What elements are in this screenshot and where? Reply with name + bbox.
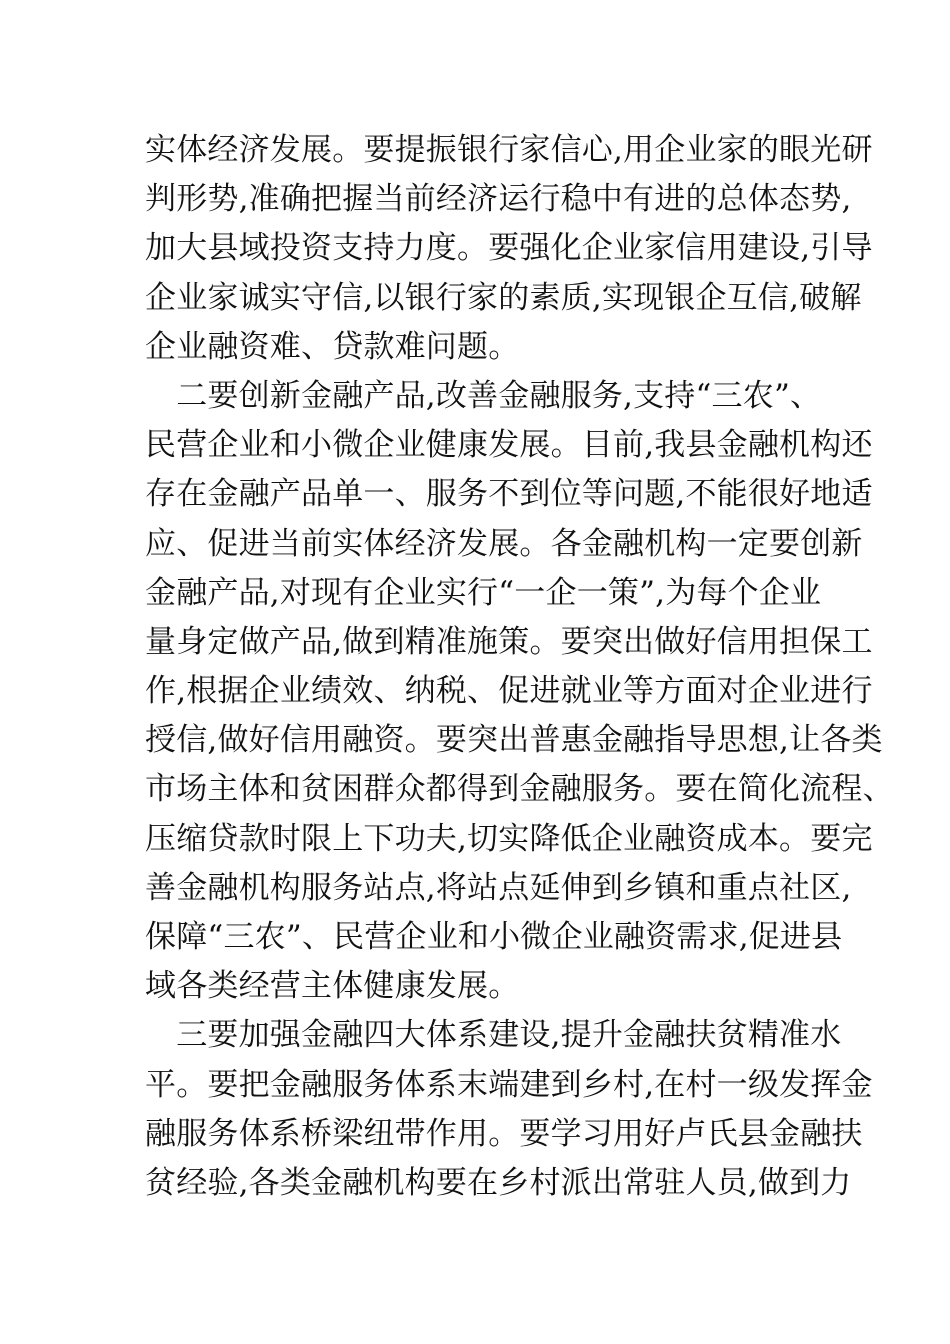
text-line: 融服务体系桥梁纽带作用。要学习用好卢氏县金融扶 (145, 1115, 863, 1152)
text-line: 判形势,准确把握当前经济运行稳中有进的总体态势, (145, 181, 852, 218)
text-line: 贫经验,各类金融机构要在乡村派出常驻人员,做到力 (145, 1164, 852, 1201)
text-line: 善金融机构服务站点,将站点延伸到乡镇和重点社区, (145, 869, 852, 906)
text-line: 加大县域投资支持力度。要强化企业家信用建设,引导 (145, 230, 873, 267)
text-line: 平。要把金融服务体系末端建到乡村,在村一级发挥金 (145, 1066, 873, 1103)
text-line: 金融产品,对现有企业实行“一企一策”,为每个企业 (145, 574, 822, 611)
text-line: 二要创新金融产品,改善金融服务,支持“三农”、 (145, 377, 822, 414)
text-line: 保障“三农”、民营企业和小微企业融资需求,促进县 (145, 919, 843, 955)
text-line: 应、促进当前实体经济发展。各金融机构一定要创新 (145, 525, 863, 562)
text-line: 作,根据企业绩效、纳税、促进就业等方面对企业进行 (145, 673, 873, 710)
text-line: 量身定做产品,做到精准施策。要突出做好信用担保工 (145, 623, 873, 660)
text-line: 实体经济发展。要提振银行家信心,用企业家的眼光研 (145, 132, 873, 168)
text-line: 授信,做好信用融资。要突出普惠金融指导思想,让各类 (145, 722, 883, 759)
body-text (145, 126, 894, 1208)
text-line: 市场主体和贫困群众都得到金融服务。要在简化流程、 (145, 771, 894, 808)
text-line: 存在金融产品单一、服务不到位等问题,不能很好地适 (145, 476, 873, 513)
text-line: 企业融资难、贷款难问题。 (145, 328, 520, 365)
text-line: 企业家诚实守信,以银行家的素质,实现银企互信,破解 (145, 279, 862, 316)
text-line: 民营企业和小微企业健康发展。目前,我县金融机构还 (145, 427, 873, 464)
text-line: 三要加强金融四大体系建设,提升金融扶贫精准水 (145, 1017, 842, 1054)
text-line: 域各类经营主体健康发展。 (145, 968, 520, 1005)
text-line: 压缩贷款时限上下功夫,切实降低企业融资成本。要完 (145, 820, 873, 857)
